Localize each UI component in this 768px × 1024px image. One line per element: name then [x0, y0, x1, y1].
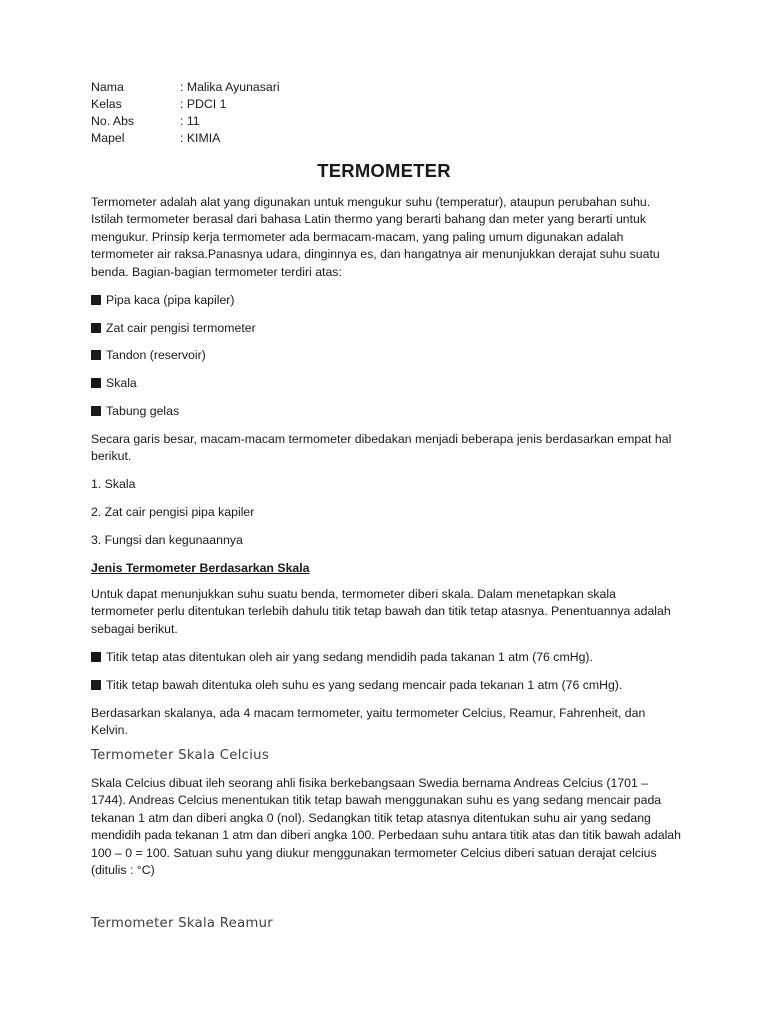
- section-heading-reamur: Termometer Skala Reamur: [91, 916, 273, 931]
- info-row-mapel: [91, 130, 280, 147]
- square-bullet-icon: [91, 295, 101, 305]
- student-info: [91, 79, 280, 147]
- square-bullet-icon: [91, 680, 101, 690]
- celcius-paragraph: Skala Celcius dibuat ileh seorang ahli fisika berkebangsaan Swedia bernama Andreas Celcius (1701 – 1744). Andreas Celcius menentukan titik tetap bawah menggunakan suhu es yang sedang mencair pada tekanan 1 atm dan diberi angka 0 (nol). Sedangkan titik tetap atasnya ditentukan suhu air yang sedang mendidih pada tekanan 1 atm dan diberi angka 100. Perbedaan suhu antara titik atas dan titik bawah adalah 100 – 0 = 100. Satuan suhu yang diukur menggunakan termometer Celcius diberi satuan derajat celcius (ditulis : °C): [91, 776, 681, 878]
- info-label: Mapel: [91, 131, 125, 145]
- square-bullet-icon: [91, 652, 101, 662]
- info-row-kelas: [91, 96, 280, 113]
- skala-paragraph: Untuk dapat menunjukkan suhu suatu benda, termometer diberi skala. Dalam menetapkan skala termometer perlu ditentukan terlebih dahulu titik tetap bawah dan titik tetap atasnya. Penentuannya adalah sebagai berikut.: [91, 587, 671, 636]
- info-row-no-abs: [91, 113, 280, 130]
- info-value: : KIMIA: [180, 131, 221, 145]
- info-label: Kelas: [91, 97, 122, 111]
- info-value: : PDCI 1: [180, 97, 227, 111]
- numbered-item: 1. Skala: [91, 477, 136, 491]
- info-row-nama: [91, 79, 280, 96]
- skala-summary: Berdasarkan skalanya, ada 4 macam termometer, yaitu termometer Celcius, Reamur, Fahrenheit, dan Kelvin.: [91, 706, 646, 738]
- info-label: Nama: [91, 80, 124, 94]
- list-item: Zat cair pengisi termometer: [91, 320, 691, 337]
- list-item: Tandon (reservoir): [91, 347, 691, 364]
- section-heading-skala: Jenis Termometer Berdasarkan Skala: [91, 561, 310, 575]
- square-bullet-icon: [91, 406, 101, 416]
- info-label: No. Abs: [91, 114, 135, 128]
- square-bullet-icon: [91, 378, 101, 388]
- square-bullet-icon: [91, 323, 101, 333]
- document-title: TERMOMETER: [317, 160, 451, 181]
- info-value: : Malika Ayunasari: [180, 80, 280, 94]
- list-item: Tabung gelas: [91, 403, 691, 420]
- square-bullet-icon: [91, 350, 101, 360]
- list-item: Pipa kaca (pipa kapiler): [91, 292, 691, 309]
- list-item: Titik tetap bawah ditentuka oleh suhu es yang sedang mencair pada tekanan 1 atm (76 cmHg).: [91, 677, 691, 694]
- info-value: : 11: [180, 114, 200, 128]
- numbered-item: 3. Fungsi dan kegunaannya: [91, 533, 243, 547]
- section-heading-celcius: Termometer Skala Celcius: [91, 748, 270, 763]
- types-intro-paragraph: Secara garis besar, macam-macam termometer dibedakan menjadi beberapa jenis berdasarkan empat hal berikut.: [91, 432, 672, 464]
- list-item: Skala: [91, 375, 691, 392]
- list-item: Titik tetap atas ditentukan oleh air yang sedang mendidih pada takanan 1 atm (76 cmHg).: [91, 649, 691, 666]
- numbered-item: 2. Zat cair pengisi pipa kapiler: [91, 505, 255, 519]
- intro-paragraph: Termometer adalah alat yang digunakan untuk mengukur suhu (temperatur), ataupun perubahan suhu. Istilah termometer berasal dari bahasa Latin thermo yang berarti bahang dan meter yang berarti untuk mengukur. Prinsip kerja termometer ada bermacam-macam, yang paling umum digunakan adalah termometer air raksa.Panasnya udara, dinginnya es, dan hangatnya air menunjukkan derajat suhu suatu benda. Bagian-bagian termometer terdiri atas:: [91, 195, 660, 279]
